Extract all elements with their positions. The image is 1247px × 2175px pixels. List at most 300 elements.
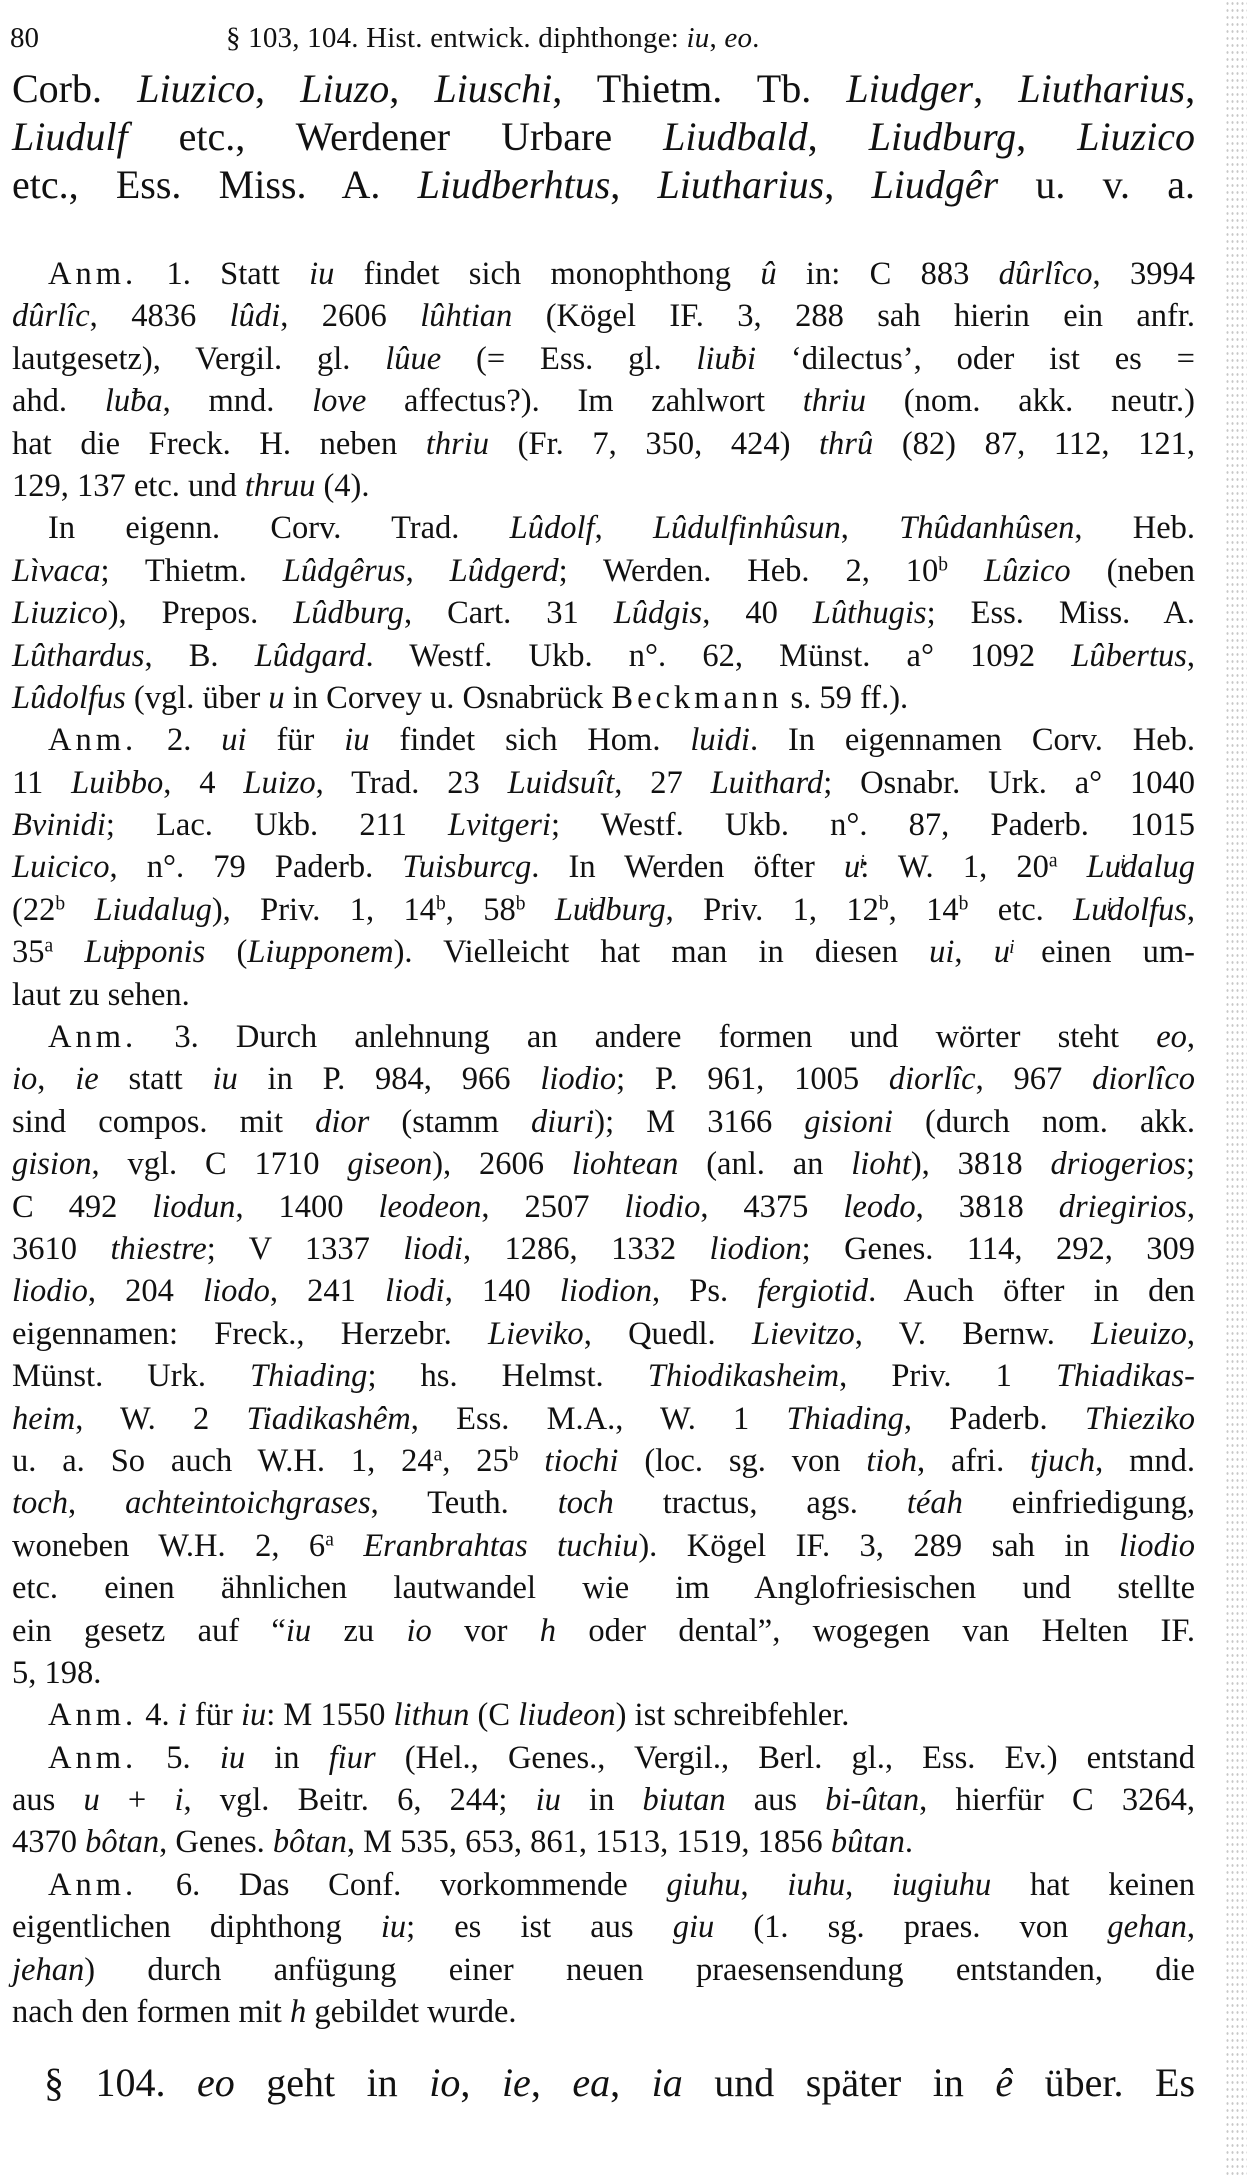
- roman-text: gebildet wurde.: [306, 1994, 517, 2031]
- roman-text: ,: [610, 2060, 652, 2105]
- italic-text: jehan: [12, 1951, 85, 1988]
- roman-text: ); M 3166: [594, 1103, 805, 1140]
- text-line: [12, 1313, 1195, 1355]
- superscript: a: [1048, 850, 1058, 872]
- italic-text: liodun: [152, 1188, 236, 1225]
- italic-text: Lûdgard: [254, 637, 366, 674]
- italic-text: bôtan: [85, 1824, 160, 1861]
- spaced-text: Anm.: [48, 1019, 138, 1056]
- italic-text: bûtan: [830, 1824, 905, 1861]
- italic-text: gision: [12, 1146, 92, 1183]
- text-line: [12, 974, 1195, 1016]
- italic-text: Lûthardus: [12, 637, 145, 674]
- roman-text: , 241: [269, 1273, 386, 1310]
- italic-text: iu: [240, 1697, 267, 1734]
- roman-text: (vgl. über: [125, 679, 269, 716]
- superscript: a: [44, 935, 54, 957]
- roman-text: , n°. 79 Paderb.: [109, 849, 403, 886]
- roman-text: (22: [12, 891, 56, 928]
- italic-text: Liudulf: [12, 114, 128, 159]
- italic-text: Lûdburg: [293, 595, 405, 632]
- roman-text: ,: [740, 1866, 788, 1903]
- roman-text: , Teuth.: [370, 1485, 558, 1522]
- roman-text: in P. 984, 966: [237, 1061, 541, 1098]
- text-line: [12, 804, 1195, 846]
- roman-text: über. Es: [1013, 2060, 1196, 2105]
- text-line: [12, 719, 1195, 761]
- roman-text: (= Ess. gl.: [441, 340, 697, 377]
- italic-text: Lûbertus: [1071, 637, 1187, 674]
- italic-text: bi-ûtan: [825, 1782, 920, 1819]
- roman-text: , 14: [888, 891, 959, 928]
- roman-text: 35: [12, 934, 45, 971]
- superscript: a: [325, 1529, 334, 1550]
- page-header: [10, 16, 1190, 60]
- roman-text: 5.: [137, 1739, 220, 1776]
- text-line: [12, 1525, 1195, 1567]
- roman-text: ; es ist aus: [406, 1909, 673, 1946]
- roman-text: [519, 1443, 545, 1479]
- text-line: [12, 113, 1195, 161]
- italic-text: Liutharius: [1018, 66, 1186, 111]
- italic-text: Lûdgerd: [449, 552, 559, 589]
- italic-text: eo: [197, 2060, 235, 2105]
- text-line: [12, 931, 1195, 973]
- roman-text: lautgesetz), Vergil. gl.: [12, 340, 386, 377]
- roman-text: zu: [311, 1612, 407, 1649]
- roman-text: , 204: [87, 1273, 204, 1310]
- roman-text: ; Thietm.: [100, 552, 283, 589]
- roman-text: . In Werden öfter: [531, 849, 845, 886]
- italic-text: liodio: [1119, 1527, 1195, 1564]
- roman-text: ,: [1186, 1315, 1195, 1352]
- italic-text: Luicico: [12, 849, 110, 886]
- text-line: [12, 1652, 1195, 1694]
- roman-text: , 967: [975, 1061, 1093, 1098]
- italic-text: io: [406, 1612, 432, 1649]
- text-line: [12, 65, 1195, 113]
- roman-text: (4).: [315, 467, 370, 504]
- text-line: [12, 1779, 1195, 1821]
- italic-text: diorlîco: [1092, 1061, 1195, 1098]
- italic-text: Thiadikas-: [1055, 1358, 1195, 1395]
- roman-text: , Ess. M.A., W. 1: [410, 1400, 787, 1437]
- italic-text: Tiadikashêm: [246, 1400, 411, 1437]
- roman-text: ; Westf. Ukb. n°. 87, Paderb. 1015: [550, 807, 1196, 844]
- roman-text: Münst. Urk.: [12, 1358, 251, 1395]
- italic-text: iu: [212, 1061, 238, 1098]
- roman-text: ,: [594, 510, 653, 547]
- roman-text: , Heb.: [1074, 510, 1196, 547]
- italic-text: Luizo: [243, 764, 316, 801]
- roman-text: ). Vielleicht hat man in diesen: [393, 934, 930, 971]
- italic-text: uͥ: [844, 849, 861, 886]
- roman-text: in: C 883: [776, 256, 999, 292]
- roman-text: (stamm: [369, 1103, 532, 1140]
- roman-text: hat die Freck. H. neben: [12, 425, 426, 462]
- italic-text: giseon: [347, 1146, 433, 1183]
- text-line: [12, 1737, 1195, 1779]
- italic-text: liohtean: [571, 1146, 679, 1183]
- italic-text: thrû: [819, 425, 874, 462]
- roman-text: vor: [431, 1612, 540, 1649]
- text-line: [12, 1101, 1195, 1143]
- italic-text: lithun: [393, 1697, 470, 1734]
- italic-text: lioht: [851, 1146, 911, 1183]
- italic-text: Liuzo: [300, 66, 390, 111]
- roman-text: , Genes.: [159, 1824, 273, 1861]
- italic-text: leodeon: [378, 1188, 482, 1225]
- roman-text: ,: [255, 66, 301, 111]
- italic-text: tiochi: [544, 1442, 619, 1479]
- roman-text: ,: [530, 2060, 573, 2105]
- text-line: [12, 1864, 1195, 1906]
- italic-text: dûrlîc: [12, 298, 90, 335]
- roman-text: ), 3818: [910, 1146, 1051, 1183]
- roman-text: s. 59 ff.).: [782, 679, 909, 716]
- roman-text: [53, 934, 84, 970]
- roman-text: ; Ess. Miss. A.: [926, 595, 1195, 632]
- italic-text: Lûdolfus: [12, 679, 126, 716]
- italic-text: thiestre: [110, 1230, 207, 1267]
- italic-text: Liupponem: [247, 934, 394, 971]
- italic-text: Liudalug: [94, 891, 212, 928]
- italic-text: Liutharius: [657, 162, 825, 207]
- roman-text: ) durch anfügung einer neuen praesensendung entstanden, die: [84, 1951, 1195, 1988]
- roman-text: aus: [12, 1782, 84, 1819]
- text-line: [12, 423, 1195, 465]
- italic-text: Lûdolf: [509, 510, 595, 547]
- italic-text: liodio: [624, 1188, 701, 1225]
- roman-text: , Quedl.: [583, 1315, 752, 1352]
- roman-text: , 25: [442, 1442, 509, 1479]
- roman-text: (1. sg. praes. von: [714, 1909, 1108, 1946]
- italic-text: thruu: [244, 467, 316, 504]
- text-line: [12, 1186, 1195, 1228]
- roman-text: ‘dilectus’, oder ist es =: [756, 340, 1195, 377]
- italic-text: thriu: [425, 425, 490, 462]
- superscript: a: [433, 1444, 443, 1466]
- italic-text: Liudgêr: [871, 162, 999, 207]
- roman-text: , 40: [702, 595, 813, 632]
- roman-text: nach den formen mit: [12, 1994, 290, 2031]
- italic-text: tjuch: [1030, 1442, 1096, 1479]
- italic-text: giuhu: [666, 1866, 741, 1903]
- roman-text: , W. 2: [75, 1400, 247, 1437]
- roman-text: etc.: [968, 891, 1074, 928]
- italic-text: u: [268, 679, 285, 716]
- italic-text: iu: [219, 1739, 246, 1776]
- roman-text: [948, 553, 984, 589]
- text-line: [12, 1694, 1195, 1736]
- roman-text: , 4375: [700, 1188, 844, 1225]
- text-line: [12, 1016, 1195, 1058]
- italic-text: thriu: [802, 383, 866, 420]
- roman-text: : M 1550: [266, 1697, 394, 1734]
- italic-text: liodo: [203, 1273, 270, 1310]
- roman-text: , Ps.: [652, 1273, 758, 1310]
- superscript: b: [878, 893, 889, 915]
- text-line: [12, 889, 1195, 931]
- roman-text: eigennamen: Freck., Herzebr.: [12, 1315, 489, 1352]
- roman-text: . In eigennamen Corv. Heb.: [749, 722, 1195, 759]
- roman-text: ), Prepos.: [107, 595, 294, 632]
- italic-text: lûue: [385, 340, 442, 377]
- roman-text: (anl. an: [678, 1146, 852, 1183]
- roman-text: ,: [610, 162, 658, 207]
- text-line: [12, 338, 1195, 380]
- italic-text: Eranbrahtas tuchiu: [363, 1527, 639, 1564]
- roman-text: , Priv. 1, 12: [665, 891, 879, 928]
- italic-text: Lievitzo: [751, 1315, 855, 1352]
- roman-text: ,: [840, 510, 900, 547]
- text-line: [12, 161, 1195, 209]
- roman-text: [525, 892, 554, 928]
- roman-text: , V. Bernw.: [854, 1315, 1092, 1352]
- roman-text: ,: [1186, 891, 1196, 928]
- roman-text: 5, 198.: [12, 1654, 102, 1691]
- roman-text: statt: [98, 1061, 213, 1098]
- roman-text: ,: [460, 2060, 502, 2105]
- roman-text: woneben W.H. 2, 6: [12, 1527, 326, 1564]
- italic-text: Lûthugis: [812, 595, 927, 632]
- text-line: [12, 1398, 1195, 1440]
- spaced-text: Anm.: [48, 1739, 138, 1776]
- spaced-text: Anm.: [48, 1697, 138, 1734]
- italic-text: liudeon: [518, 1697, 616, 1734]
- roman-text: [65, 892, 94, 928]
- italic-text: Tuisburcg: [402, 849, 532, 886]
- italic-text: Lìvaca: [12, 552, 101, 589]
- roman-text: , 4: [163, 764, 244, 801]
- roman-text: ,: [1186, 1909, 1195, 1946]
- roman-text: ,: [845, 1866, 892, 1903]
- roman-text: ; Osnabr. Urk. a° 1040: [823, 764, 1195, 801]
- italic-text: Lûdgis: [613, 595, 703, 632]
- text-line: [12, 2059, 1195, 2107]
- text-line: [12, 677, 1195, 719]
- roman-text: , B.: [144, 637, 255, 674]
- text-line: [12, 1567, 1195, 1609]
- superscript: b: [958, 893, 969, 915]
- roman-text: ,: [37, 1061, 76, 1098]
- annotations: [12, 253, 1195, 2033]
- roman-text: eigentlichen diphthong: [12, 1909, 381, 1946]
- roman-text: ; hs. Helmst.: [367, 1358, 648, 1395]
- roman-text: aus: [725, 1782, 826, 1819]
- roman-text: (durch nom. akk.: [892, 1103, 1196, 1140]
- italic-text: tioh: [866, 1442, 917, 1479]
- roman-text: oder dental”, wogegen van Helten IF.: [555, 1612, 1195, 1649]
- roman-text: , 27: [614, 764, 711, 801]
- italic-text: ea: [572, 2060, 611, 2105]
- roman-text: (82) 87, 112, 121,: [873, 425, 1195, 462]
- roman-text: .: [752, 22, 760, 54]
- roman-text: ; Lac. Ukb. 211: [105, 807, 449, 844]
- roman-text: einfriedigung,: [962, 1485, 1196, 1522]
- roman-text: ; Werden. Heb. 2, 10: [558, 552, 939, 589]
- roman-text: ; Genes. 114, 292, 309: [801, 1230, 1196, 1267]
- roman-text: C 492: [12, 1188, 153, 1225]
- roman-text: ), 2606: [432, 1146, 572, 1183]
- roman-text: , M 535, 653, 861, 1513, 1519, 1856: [346, 1824, 831, 1861]
- running-title: [226, 16, 760, 60]
- text-line: [12, 846, 1195, 888]
- roman-text: , mnd.: [1095, 1442, 1195, 1479]
- text-line: [12, 507, 1195, 549]
- italic-text: Thiading: [786, 1400, 904, 1437]
- italic-text: Liuzico: [137, 66, 256, 111]
- roman-text: . Westf. Ukb. n°. 62, Münst. a° 1092: [365, 637, 1072, 674]
- text-line: [12, 1143, 1195, 1185]
- italic-text: ê: [995, 2060, 1014, 2105]
- roman-text: . Auch öfter in den: [868, 1273, 1196, 1310]
- roman-text: u. a. So auch W.H. 1, 24: [12, 1442, 434, 1479]
- roman-text: ein gesetz auf “: [12, 1612, 286, 1649]
- italic-text: luidi: [690, 722, 750, 759]
- italic-text: Thieziko: [1084, 1400, 1196, 1437]
- text-line: [12, 1482, 1195, 1524]
- roman-text: , 1286, 1332: [462, 1230, 710, 1267]
- text-line: [12, 253, 1195, 295]
- text-line: [12, 592, 1195, 634]
- italic-text: gisioni: [804, 1103, 893, 1140]
- italic-text: Lûdulfinhûsun: [652, 510, 841, 547]
- roman-text: ,: [807, 114, 869, 159]
- roman-text: ,: [973, 66, 1019, 111]
- italic-text: iu: [344, 722, 370, 759]
- italic-text: liodio: [12, 1273, 88, 1310]
- roman-text: ,: [1016, 114, 1078, 159]
- italic-text: bôtan: [272, 1824, 347, 1861]
- italic-text: Liudburg: [868, 114, 1017, 159]
- roman-text: sind compos. mit: [12, 1103, 316, 1140]
- italic-text: Luibbo: [71, 764, 164, 801]
- italic-text: ui: [221, 722, 247, 759]
- roman-text: ). Kögel IF. 3, 289 sah in: [638, 1527, 1120, 1564]
- roman-text: (: [205, 934, 248, 971]
- text-line: [12, 1228, 1195, 1270]
- roman-text: für: [186, 1697, 241, 1734]
- italic-text: driogerios: [1050, 1146, 1186, 1183]
- italic-text: heim: [12, 1400, 76, 1437]
- italic-text: Liuzico: [12, 595, 108, 632]
- roman-text: tractus, ags.: [613, 1485, 907, 1522]
- roman-text: § 103, 104. Hist. entwick. diphthonge:: [226, 22, 687, 54]
- roman-text: , hierfür C 3264,: [919, 1782, 1196, 1819]
- italic-text: Thiodikasheim: [647, 1358, 840, 1395]
- italic-text: Thiading: [250, 1358, 368, 1395]
- roman-text: , vgl. Beitr. 6, 244;: [183, 1782, 536, 1819]
- italic-text: diorlîc: [888, 1061, 976, 1098]
- italic-text: Liudbald: [663, 114, 808, 159]
- italic-text: h: [539, 1612, 556, 1649]
- italic-text: dûrlîco: [998, 256, 1093, 292]
- roman-text: 4370: [12, 1824, 86, 1861]
- roman-text: etc. einen ähnlichen lautwandel wie im Anglofriesischen und stellte: [12, 1570, 1195, 1607]
- roman-text: (Fr. 7, 350, 424): [489, 425, 820, 462]
- roman-text: etc., Werdener Urbare: [127, 114, 664, 159]
- roman-text: findet sich Hom.: [369, 722, 691, 759]
- italic-text: iu: [309, 256, 335, 292]
- roman-text: einen um-: [1009, 934, 1196, 971]
- italic-text: iu: [686, 22, 710, 54]
- italic-text: téah: [906, 1485, 963, 1522]
- roman-text: .: [904, 1824, 913, 1861]
- roman-text: etc., Ess. Miss. A.: [12, 162, 418, 207]
- text-line: [12, 1270, 1195, 1312]
- italic-text: giu: [672, 1909, 715, 1946]
- text-line: [12, 1058, 1195, 1100]
- superscript: b: [938, 554, 949, 576]
- roman-text: , 2507: [481, 1188, 625, 1225]
- superscript: b: [515, 893, 526, 915]
- roman-text: (Kögel IF. 3, 288 sah hierin ein anfr.: [512, 298, 1196, 335]
- roman-text: , Thietm. Tb.: [552, 66, 847, 111]
- text-line: [12, 465, 1195, 507]
- text-line: [12, 1991, 1195, 2033]
- section-104-heading: [12, 2059, 1195, 2107]
- roman-text: 3610: [12, 1230, 111, 1267]
- roman-text: ,: [389, 66, 435, 111]
- roman-text: 2.: [137, 722, 222, 759]
- italic-text: i: [174, 1782, 184, 1819]
- superscript: b: [508, 1444, 519, 1466]
- text-line: [12, 295, 1195, 337]
- italic-text: Liuzico: [1077, 114, 1195, 159]
- italic-text: Luͥpponis: [84, 934, 206, 971]
- text-line: [12, 635, 1195, 677]
- italic-text: liuƀi: [696, 340, 757, 377]
- roman-text: , 1400: [235, 1188, 379, 1225]
- roman-text: ,: [405, 552, 450, 589]
- page-number: 80: [10, 22, 39, 54]
- roman-text: 1. Statt: [137, 256, 310, 292]
- italic-text: achteintoichgrases: [125, 1485, 371, 1522]
- text-line: [12, 1440, 1195, 1482]
- roman-text: hat keinen: [991, 1866, 1196, 1903]
- spaced-text: Anm.: [48, 722, 138, 759]
- italic-text: Thûdanhûsen: [899, 510, 1075, 547]
- italic-text: ia: [651, 2060, 683, 2105]
- roman-text: : W. 1, 20: [860, 849, 1049, 886]
- roman-text: (loc. sg. von: [618, 1442, 867, 1479]
- italic-text: driegirios: [1058, 1188, 1187, 1225]
- roman-text: ), Priv. 1, 14: [211, 891, 436, 928]
- roman-text: , afri.: [916, 1442, 1031, 1479]
- roman-text: ,: [824, 162, 872, 207]
- roman-text: 4.: [137, 1697, 178, 1734]
- roman-text: [334, 1528, 363, 1564]
- continued-paragraph: [12, 65, 1195, 209]
- roman-text: ,: [1186, 637, 1195, 674]
- italic-text: fiur: [328, 1739, 376, 1776]
- text-line: [12, 1610, 1195, 1652]
- italic-text: Liudberhtus: [417, 162, 611, 207]
- italic-text: ui: [929, 934, 955, 971]
- italic-text: Lvitgeri: [448, 807, 551, 844]
- roman-text: ,: [1186, 1188, 1196, 1225]
- roman-text: für: [246, 722, 345, 759]
- italic-text: Lieviko: [488, 1315, 584, 1352]
- italic-text: leodo: [843, 1188, 916, 1225]
- roman-text: 3. Durch anlehnung an andere formen und wörter steht: [137, 1019, 1157, 1056]
- roman-text: ahd.: [12, 383, 105, 420]
- italic-text: io: [429, 2060, 461, 2105]
- text-line: [12, 550, 1195, 592]
- roman-text: , Priv. 1: [839, 1358, 1056, 1395]
- italic-text: i: [177, 1697, 187, 1734]
